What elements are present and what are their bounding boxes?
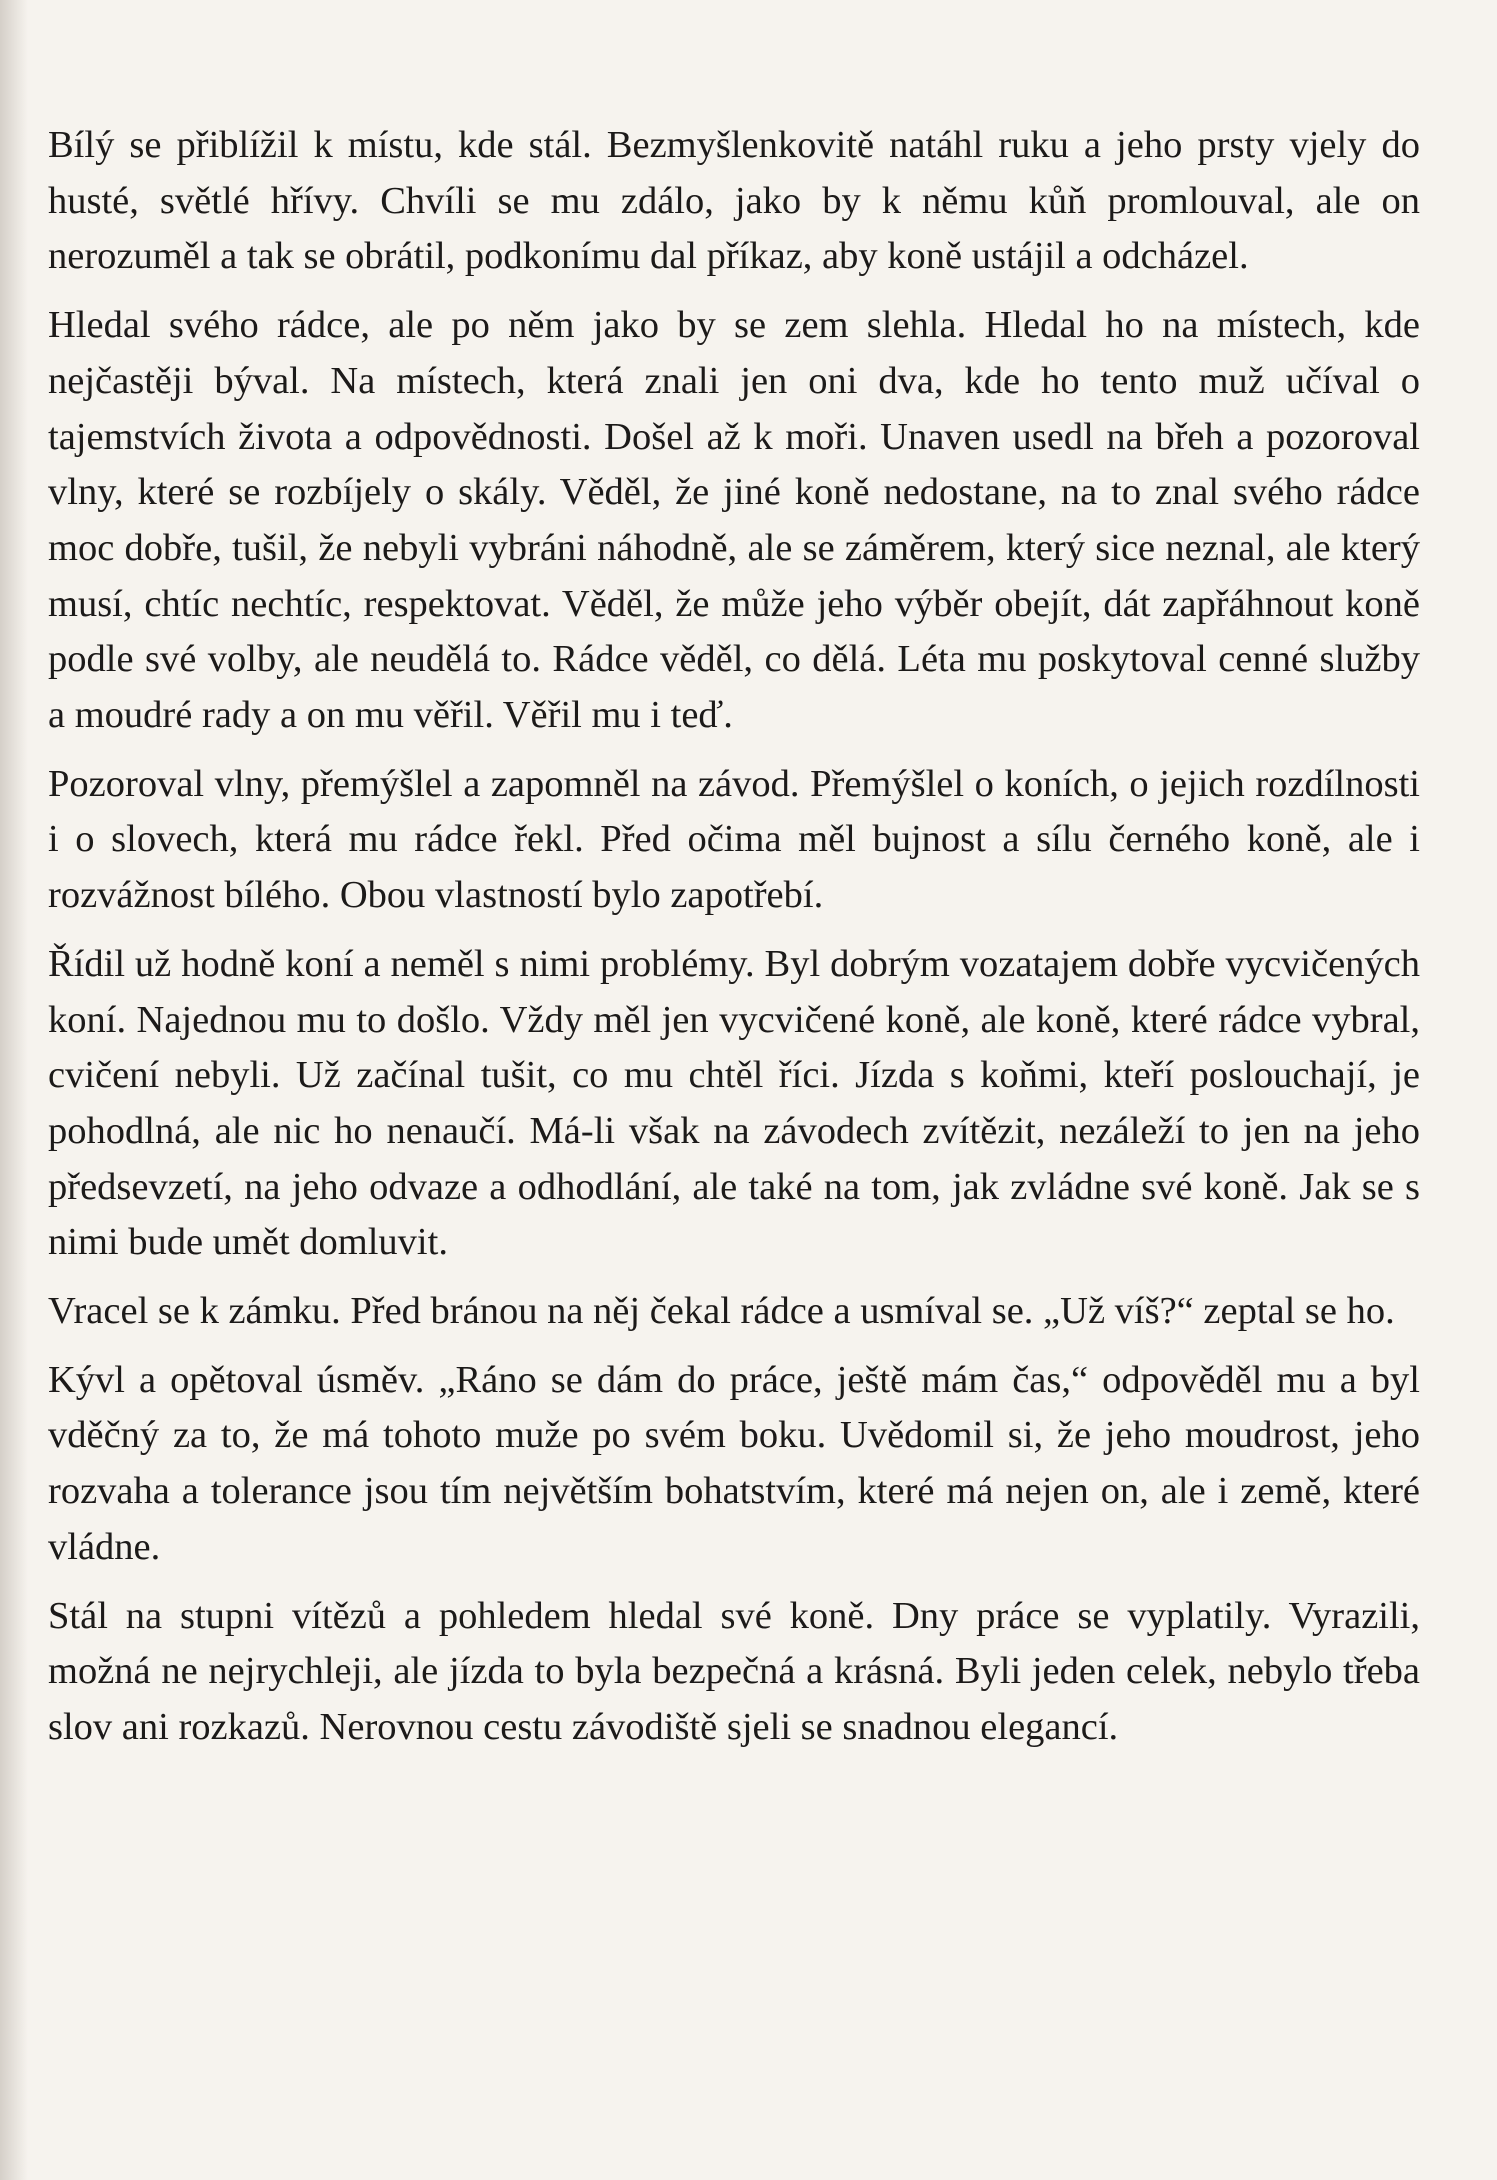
paragraph-2: Hledal svého rádce, ale po něm jako by se zem slehla. Hledal ho na místech, kde nejčastěji býval. Na místech, která znali jen oni dva, kde ho tento muž učíval o tajemstvích života a odpovědnosti. Došel až k moři. Unaven usedl na břeh a pozoroval vlny, které se rozbíjely o skály. Věděl, že jiné koně nedostane, na to znal svého rádce moc dobře, tušil, že nebyli vybráni náhodně, ale se záměrem, který sice neznal, ale který musí, chtíc nechtíc, respektovat. Věděl, že může jeho výběr obejít, dát zapřáhnout koně podle své volby, ale neudělá to. Rádce věděl, co dělá. Léta mu poskytoval cenné služby a moudré rady a on mu věřil. Věřil mu i teď. — [48, 304, 1420, 737]
paragraph-5: Vracel se k zámku. Před bránou na něj čekal rádce a usmíval se. „Už víš?“ zeptal se ho. — [48, 1290, 1395, 1333]
paragraph-7: Stál na stupni vítězů a pohledem hledal své koně. Dny práce se vyplatily. Vyrazili, možná ne nejrychleji, ale jízda to byla bezpečná a krásná. Byli jeden celek, nebylo třeba slov ani rozkazů. Nerovnou cestu závodiště sjeli se snadnou elegancí. — [48, 1594, 1420, 1748]
page-gutter-shadow — [0, 0, 28, 2180]
paragraph-4: Řídil už hodně koní a neměl s nimi problémy. Byl dobrým vozatajem dobře vycvičených koní. Najednou mu to došlo. Vždy měl jen vycvičené koně, ale koně, které rádce vybral, cvičení nebyli. Už začínal tušit, co mu chtěl říci. Jízda s koňmi, kteří poslouchají, je pohodlná, ale nic ho nenaučí. Má-li však na závodech zvítězit, nezáleží to jen na jeho předsevzetí, na jeho odvaze a odhodlání, ale také na tom, jak zvládne své koně. Jak se s nimi bude umět domluvit. — [48, 942, 1420, 1264]
body-text — [48, 118, 1420, 1769]
paragraph-6: Kývl a opětoval úsměv. „Ráno se dám do práce, ještě mám čas,“ odpověděl mu a byl vděčný za to, že má tohoto muže po svém boku. Uvědomil si, že jeho moudrost, jeho rozvaha a tolerance jsou tím největším bohatstvím, které má nejen on, ale i země, které vládne. — [48, 1358, 1420, 1568]
paragraph-3: Pozoroval vlny, přemýšlel a zapomněl na závod. Přemýšlel o koních, o jejich rozdílnosti i o slovech, která mu rádce řekl. Před očima měl bujnost a sílu černého koně, ale i rozvážnost bílého. Obou vlastností bylo zapotřebí. — [48, 762, 1420, 917]
paragraph-1: Bílý se přiblížil k místu, kde stál. Bezmyšlenkovitě natáhl ruku a jeho prsty vjely do husté, světlé hřívy. Chvíli se mu zdálo, jako by k němu kůň promlouval, ale on nerozuměl a tak se obrátil, podkonímu dal příkaz, aby koně ustájil a odcházel. — [48, 124, 1420, 278]
